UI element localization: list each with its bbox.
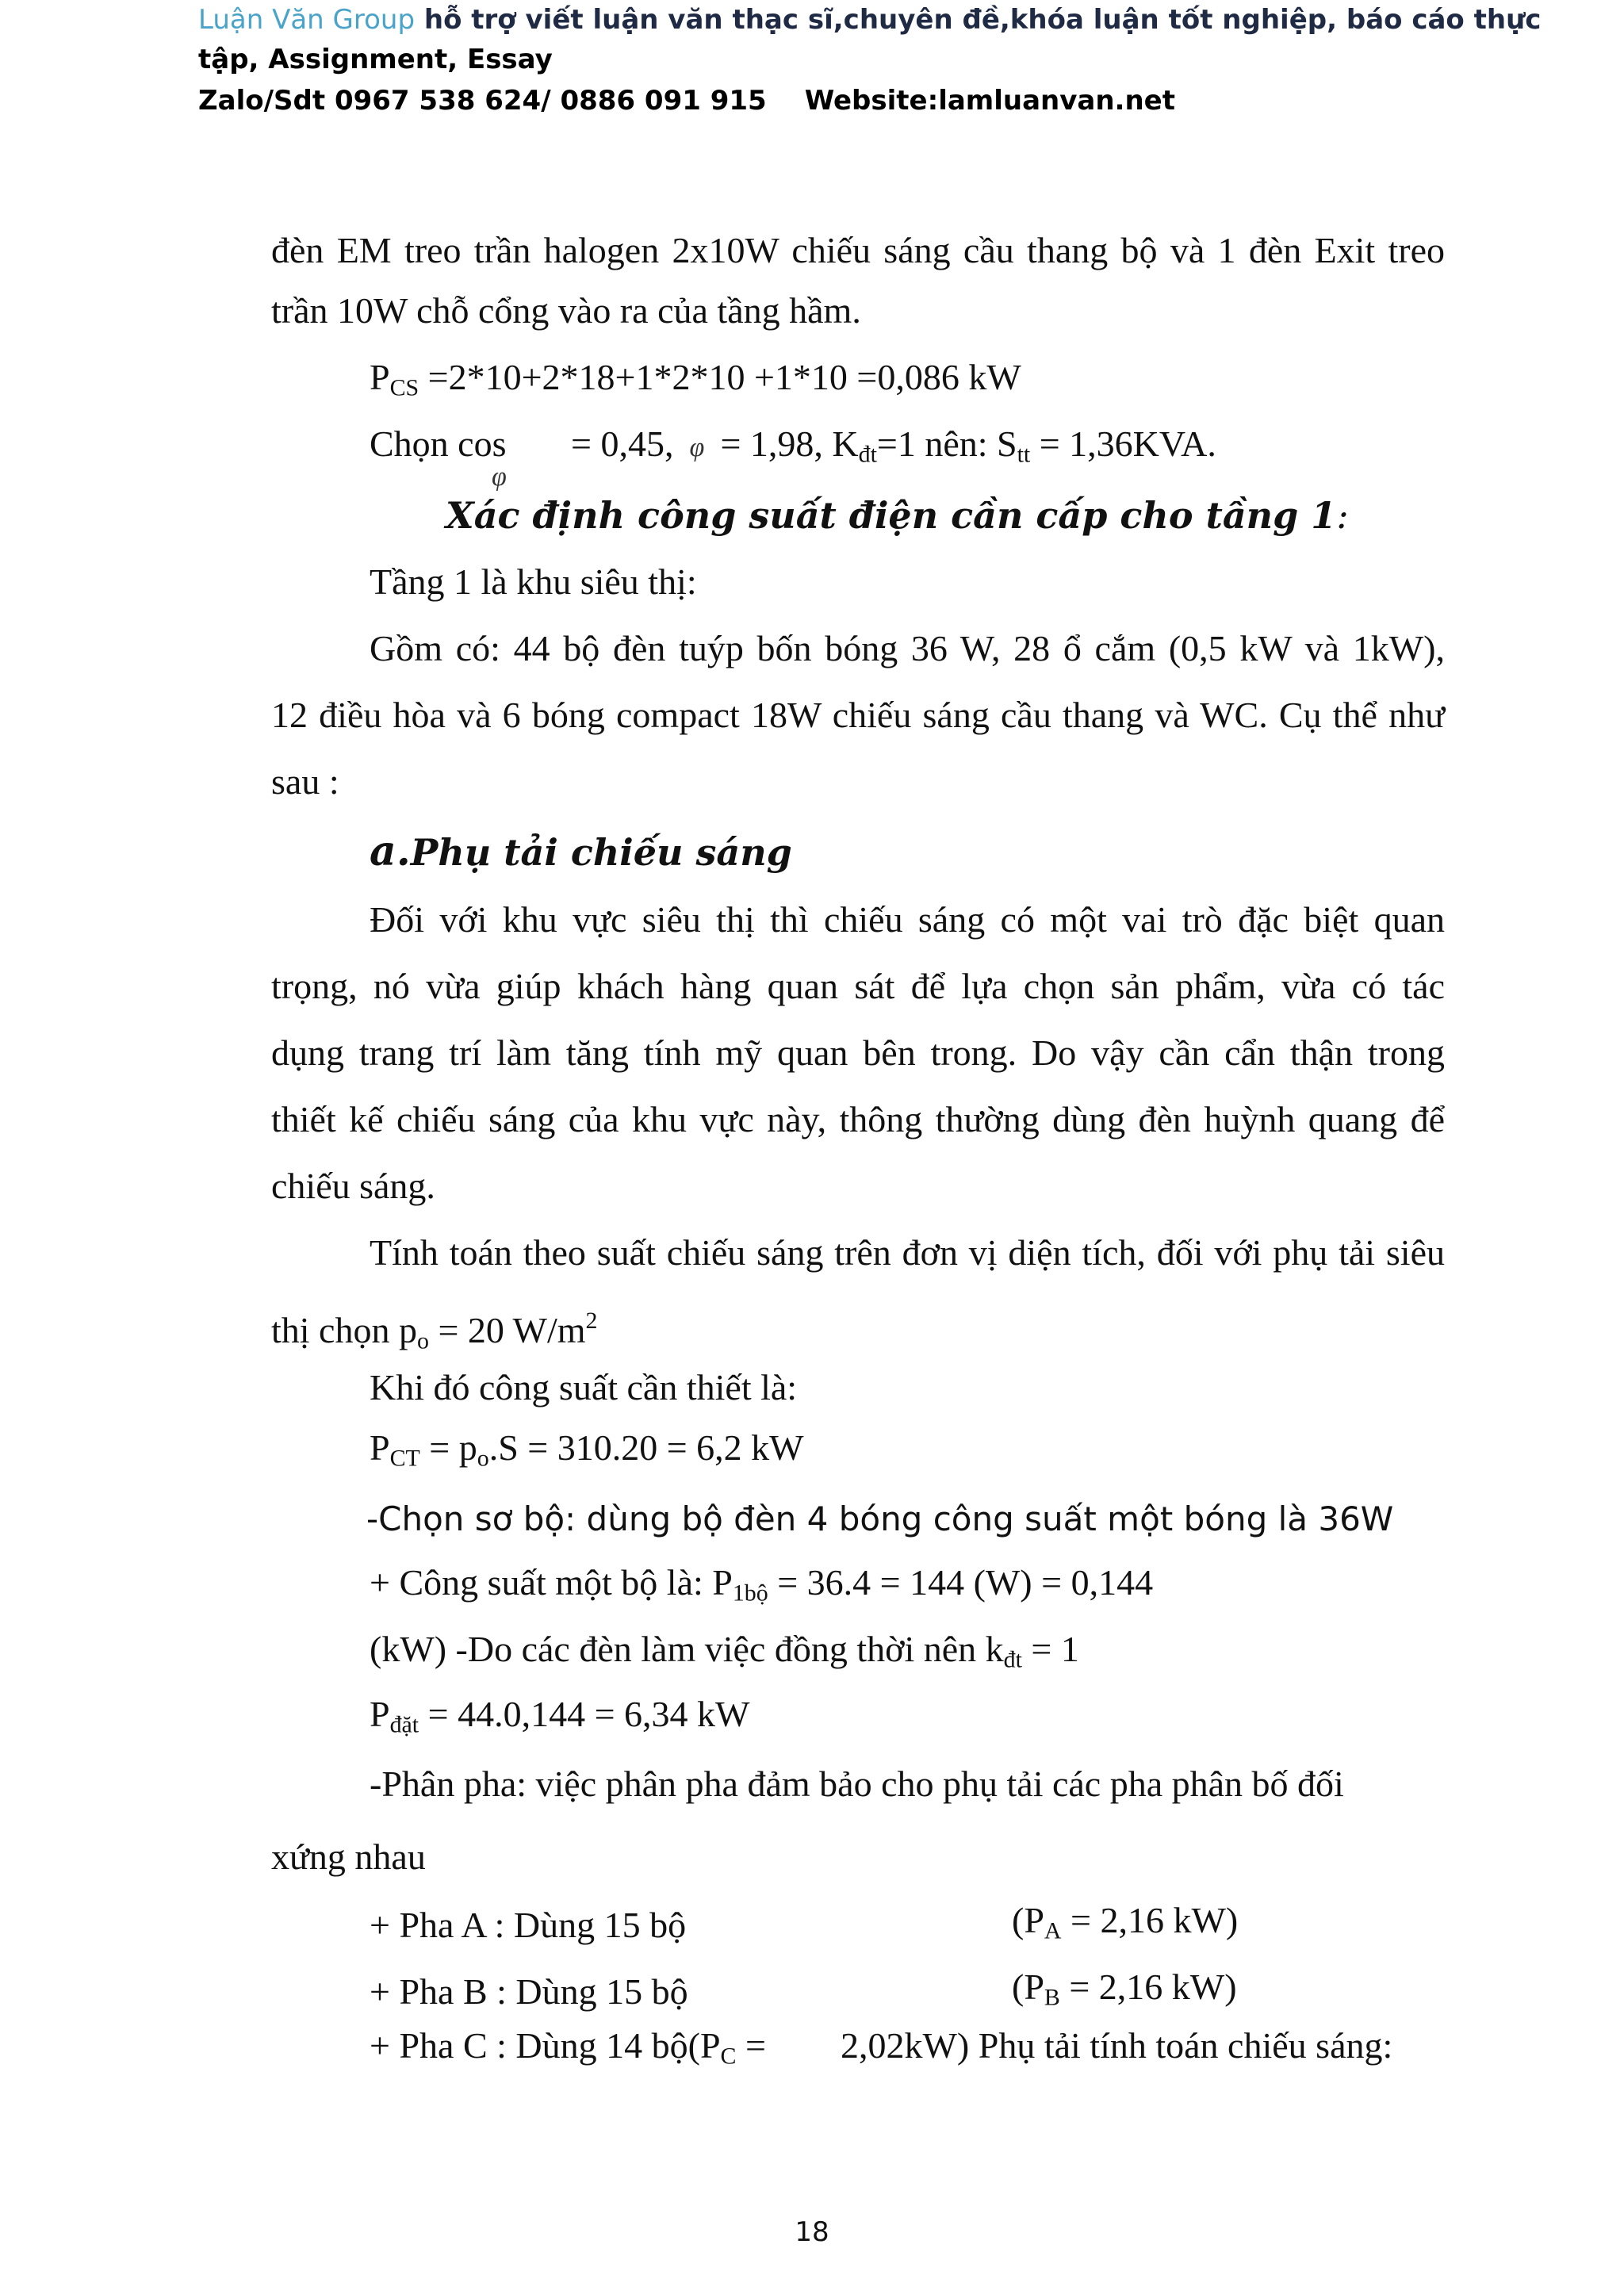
paragraph-line: trần 10W chỗ cổng vào ra của tầng hầm. bbox=[271, 290, 861, 331]
phase-b-left: + Pha B : Dùng 15 bộ bbox=[370, 1971, 688, 2012]
paragraph-line: sau : bbox=[271, 761, 339, 802]
phase-c-right: 2,02kW) Phụ tải tính toán chiếu sáng: bbox=[841, 2025, 1393, 2066]
phi-symbol: φ bbox=[492, 462, 507, 492]
phase-c-left: + Pha C : Dùng 14 $bộ(P_C$ = bbox=[370, 2025, 766, 2070]
formula-p1bo: + Công suất một bộ là: $P_{1bộ} = 36.4 = 144$ (W) = 0,144 bbox=[370, 1562, 1154, 1607]
phase-a-right: ($P_A = 2,16$ kW) bbox=[1012, 1900, 1239, 1944]
formula-pcs: $P_{CS} =2*10+2*18+1*2*10 +1*10 =0,086$ kW bbox=[370, 357, 1021, 401]
phi-symbol: φ bbox=[689, 433, 705, 462]
header-tagline: hỗ trợ viết luận văn thạc sĩ,chuyên đề,khóa luận tốt nghiệp, báo cáo thực bbox=[415, 4, 1542, 36]
paragraph-line: chiếu sáng. bbox=[271, 1166, 435, 1206]
paragraph-line: dụng trang trí làm tăng tính mỹ quan bên trong. Do vậy cần cẩn thận trong bbox=[271, 1032, 1445, 1073]
header-brand: Luận Văn Group bbox=[198, 4, 416, 36]
formula-pdat: $P_{đặt} = 44.0,144 = 6,34$ kW bbox=[370, 1694, 750, 1738]
paragraph-line: Gồm có: 44 bộ đèn tuýp bốn bóng 36 W, 28 ổ cắm (0,5 kW và 1kW), bbox=[370, 628, 1445, 668]
paragraph-line: Tầng 1 là khu siêu thị: bbox=[370, 561, 697, 602]
paragraph-line: đèn EM treo trần halogen 2x10W chiếu sáng cầu thang bộ và 1 đèn Exit treo bbox=[271, 230, 1445, 270]
paragraph-line: 12 điều hòa và 6 bóng compact 18W chiếu sáng cầu thang và WC. Cụ thể như bbox=[271, 695, 1445, 735]
section-heading: Xác định công suất điện cần cấp cho tầng 1: bbox=[446, 494, 1349, 537]
paragraph-line: -Phân pha: việc phân pha đảm bảo cho phụ tải các pha phân bố đối bbox=[370, 1764, 1344, 1804]
formula-chon-cos: Chọn cos φ = 0,45, φ = 1,98, $K_{đt}=1$ nên: $S_{tt} = 1,36KVA$. bbox=[370, 420, 1216, 478]
paragraph-line: xứng nhau bbox=[271, 1836, 426, 1877]
formula-pct: $P_{CT} = p_o.S = 310.20 = 6,2$ kW bbox=[370, 1427, 804, 1472]
paragraph-line: Tính toán theo suất chiếu sáng trên đơn vị diện tích, đối với phụ tải siêu bbox=[370, 1232, 1445, 1273]
paragraph-line: -Chọn sơ bộ: dùng bộ đèn 4 bóng công suất một bóng là 36W bbox=[366, 1499, 1394, 1538]
header-line-2: tập, Assignment, Essay bbox=[198, 44, 553, 75]
phase-a-left: + Pha A : Dùng 15 bộ bbox=[370, 1905, 687, 1945]
paragraph-line: thiết kế chiếu sáng của khu vực này, thông thường dùng đèn huỳnh quang để bbox=[271, 1099, 1445, 1139]
phase-b-right: ($P_B = 2,16$ kW) bbox=[1012, 1967, 1237, 2011]
page-number: 18 bbox=[795, 2216, 829, 2248]
paragraph-line: trọng, nó vừa giúp khách hàng quan sát để lựa chọn sản phẩm, vừa có tác bbox=[271, 966, 1445, 1006]
formula-po: thị chọn $p_o = 20$ $W/m^2$ bbox=[271, 1308, 598, 1354]
header-contact: Zalo/Sdt 0967 538 624/ 0886 091 915 bbox=[198, 85, 767, 117]
paragraph-line: Đối với khu vực siêu thị thì chiếu sáng có một vai trò đặc biệt quan bbox=[370, 899, 1445, 940]
subsection-heading: a.Phụ tải chiếu sáng bbox=[370, 827, 792, 875]
formula-kdt: (kW) -Do các đèn làm việc đồng thời nên $k_{đt} = 1$ bbox=[370, 1629, 1079, 1673]
header-website: Website:lamluanvan.net bbox=[804, 85, 1175, 117]
paragraph-line: Khi đó công suất cần thiết là: bbox=[370, 1367, 798, 1407]
